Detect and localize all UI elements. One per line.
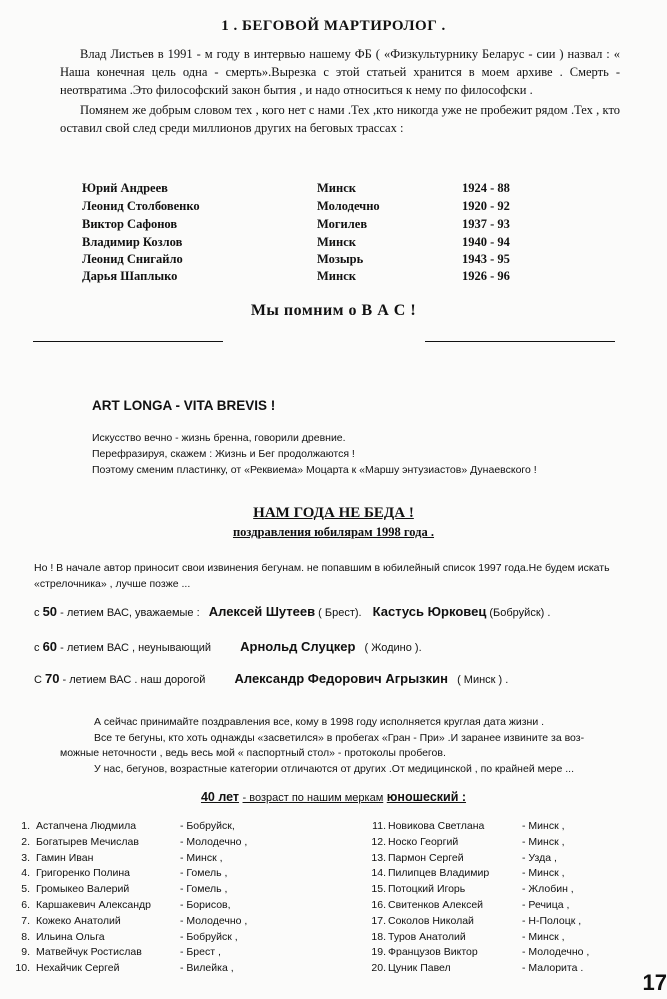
list-item-city: - Жлобин ,	[522, 883, 574, 896]
list-item-name: Соколов Николай	[388, 914, 474, 927]
greetings-text	[60, 715, 620, 777]
list-item-city: - Минск ,	[522, 820, 565, 832]
list-item-name: Громыкео Валерий	[36, 883, 130, 896]
list-item-city: - Борисов,	[180, 899, 231, 911]
intro-paragraph-2: Помянем же добрым словом тех , кого нет с нами .Тех ,кто никогда уже не пробежит рядом .Тех , кто оставил свой след среди миллионов других на беговых трассах :	[60, 103, 620, 135]
list-item-number: 15.	[371, 883, 386, 896]
memorial-name: Виктор Сафонов	[82, 217, 178, 231]
divider-right	[425, 341, 615, 342]
jubilee-name: Александр Федорович Агрызкин	[234, 671, 448, 686]
congrats-50: с 50 - летием ВАС, уважаемые : Алексей Шутеев ( Брест). Кастусь Юрковец (Бобруйск) .	[34, 604, 551, 619]
list-item-number: 3.	[21, 851, 30, 864]
list-item-city: - Минск ,	[522, 867, 565, 880]
list-item-name: Гамин Иван	[36, 851, 94, 864]
greetings-paragraph-1: А сейчас принимайте поздравления все, кому в 1998 году исполняется круглая дата жизни .	[94, 716, 545, 728]
forty-title: 40 лет	[200, 790, 240, 804]
jubilee-title: НАМ ГОДА НЕ БЕДА !	[253, 505, 414, 521]
forty-heading	[0, 790, 667, 804]
congrats-50-text: - летием ВАС, уважаемые :	[60, 607, 200, 619]
list-item-name: Пилипцев Владимир	[388, 867, 490, 880]
list-item-number: 12.	[371, 835, 386, 848]
list-item-city: - Речица ,	[522, 899, 570, 911]
art-longa-heading: ART LONGA - VITA BREVIS !	[92, 398, 276, 413]
memorial-name: Владимир Козлов	[82, 235, 183, 249]
congrats-60-text: - летием ВАС , неунывающий	[60, 642, 212, 654]
forty-subtitle: - возраст по нашим меркам	[242, 792, 384, 804]
list-item-name: Каршакевич Александр	[36, 899, 151, 911]
forty-emphasis: юношеский :	[386, 790, 467, 804]
apology-text: Но ! В начале автор приносит свои извинения бегунам. не попавшим в юбилейный список 1997 года.Не будем искать «стрелочника» , лучше позже ...	[34, 562, 610, 590]
art-quote	[92, 430, 612, 478]
quote-line-1: Искусство вечно - жизнь бренна, говорили древние.	[92, 432, 346, 444]
list-item-number: 2.	[21, 835, 30, 848]
age-50: 50	[42, 604, 58, 619]
list-item-number: 1.	[21, 820, 30, 832]
memorial-years: 1920 - 92	[462, 199, 510, 213]
list-item-city: - Брест ,	[180, 946, 221, 959]
memorial-years: 1937 - 93	[462, 217, 510, 231]
jubilee-name: Алексей Шутеев	[208, 604, 316, 619]
jubilee-city: ( Минск ) .	[457, 674, 509, 686]
list-item-number: 13.	[371, 851, 386, 864]
list-item-city: - Минск ,	[180, 851, 223, 864]
list-item-city: - Молодечно ,	[180, 835, 248, 848]
list-item-name: Цуник Павел	[388, 962, 451, 975]
page-number: 17	[642, 970, 667, 995]
congrats-70-text: - летием ВАС . наш дорогой	[62, 674, 206, 686]
list-item-name: Туров Анатолий	[388, 930, 466, 943]
list-item-name: Потоцкий Игорь	[388, 883, 466, 896]
memorial-city: Мозырь	[317, 252, 364, 266]
intro-paragraph-1: Влад Листьев в 1991 - м году в интервью нашему ФБ ( «Физкультурнику Беларус - сии ) назвал : « Наша конечная цель одна - смерть».Вырезка с этой статьей хранится в моем архиве . Смерть - неотвратима .Это философский закон бытия , и надо относиться к нему по философски .	[60, 47, 620, 97]
list-item-number: 18.	[371, 930, 386, 943]
list-item-number: 9.	[21, 946, 30, 959]
memorial-years: 1926 - 96	[462, 269, 510, 283]
list-item-number: 17.	[371, 914, 386, 927]
list-item-number: 4.	[21, 867, 30, 880]
list-item-number: 7.	[21, 914, 30, 927]
remember-heading: Мы помним о В А С !	[250, 302, 417, 319]
list-item-name: Нехайчик Сергей	[36, 962, 120, 975]
memorial-name: Дарья Шаплыко	[82, 269, 178, 283]
list-item-name: Богатырев Мечислав	[36, 835, 139, 848]
age-60: 60	[42, 639, 58, 654]
memorial-city: Молодечно	[317, 199, 380, 213]
list-item-city: - Минск ,	[522, 835, 565, 848]
memorial-name: Леонид Снигайло	[82, 252, 183, 266]
list-item-number: 6.	[21, 899, 30, 911]
list-item-number: 14.	[371, 867, 386, 880]
list-item-number: 8.	[21, 930, 30, 943]
list-item-name: Григоренко Полина	[36, 867, 130, 880]
jubilee-city: (Бобруйск) .	[489, 607, 551, 619]
list-item-city: - Молодечно ,	[180, 914, 248, 927]
list-item-name: Новикова Светлана	[388, 820, 485, 832]
jubilee-city: ( Жодино ).	[364, 642, 422, 654]
jubilee-city: ( Брест).	[318, 607, 362, 619]
divider-left	[33, 341, 223, 342]
list-item-city: - Узда ,	[522, 851, 557, 864]
section-title: 1 . БЕГОВОЙ МАРТИРОЛОГ .	[221, 18, 446, 34]
list-item-name: Кожеко Анатолий	[36, 914, 121, 927]
congrats-60: с 60 - летием ВАС , неунывающий Арнольд Слуцкер ( Жодино ).	[34, 639, 422, 654]
list-item-number: 19.	[371, 946, 386, 959]
list-item-city: - Гомель ,	[180, 867, 228, 880]
list-item-name: Астапчена Людмила	[36, 820, 137, 832]
jubilee-subtitle: поздравления юбилярам 1998 года .	[232, 525, 435, 539]
memorial-name: Юрий Андреев	[82, 181, 168, 195]
list-item-number: 5.	[21, 883, 30, 896]
list-item-name: Свитенков Алексей	[388, 899, 484, 911]
list-item-city: - Молодечно ,	[522, 946, 590, 959]
list-item-city: - Бобруйск ,	[180, 930, 238, 943]
memorial-city: Минск	[317, 235, 356, 249]
list-item-city: - Малорита .	[522, 962, 584, 975]
memorial-city: Могилев	[317, 217, 368, 231]
list-item-number: 10.	[15, 962, 30, 975]
jubilee-name: Арнольд Слуцкер	[240, 639, 356, 654]
list-item-city: - Гомель ,	[180, 883, 228, 896]
memorial-years: 1940 - 94	[462, 235, 510, 249]
greetings-paragraph-2: Все те бегуны, кто хоть однажды «засветился» в пробегах «Гран - При» .И заранее извините за воз- можные неточности , ведь весь мой « паспортный стол» - протоколы пробегов.	[60, 731, 585, 759]
age-70: 70	[45, 671, 60, 686]
list-item-name: Пармон Сергей	[388, 851, 464, 864]
list-item-city: - Вилейка ,	[180, 962, 234, 975]
quote-line-3: Поэтому сменим пластинку, от «Реквиема» Моцарта к «Маршу энтузиастов» Дунаевского !	[92, 464, 537, 476]
list-item-number: 20.	[371, 962, 386, 975]
memorial-city: Минск	[317, 269, 356, 283]
memorial-years: 1924 - 88	[462, 181, 510, 195]
list-item-city: - Бобруйск,	[180, 820, 235, 832]
list-item-number: 11.	[372, 820, 386, 832]
quote-line-2: Перефразируя, скажем : Жизнь и Бег продолжаются !	[92, 448, 355, 460]
memorial-city: Минск	[317, 181, 356, 195]
list-item-city: - Минск ,	[522, 930, 565, 943]
list-item-name: Французов Виктор	[388, 946, 478, 959]
intro-text	[60, 45, 620, 137]
list-item-name: Носко Георгий	[388, 835, 459, 848]
jubilee-name: Кастусь Юрковец	[372, 604, 487, 619]
list-item-name: Ильина Ольга	[36, 930, 105, 943]
memorial-name: Леонид Столбовенко	[82, 199, 200, 213]
list-item-city: - Н-Полоцк ,	[522, 914, 582, 927]
congrats-70: С 70 - летием ВАС . наш дорогой Александр Федорович Агрызкин ( Минск ) .	[34, 671, 509, 686]
list-item-number: 16.	[371, 899, 386, 911]
memorial-years: 1943 - 95	[462, 252, 510, 266]
list-item-name: Матвейчук Ростислав	[36, 946, 142, 959]
greetings-paragraph-3: У нас, бегунов, возрастные категории отличаются от других .От медицинской , по крайней мере ...	[94, 762, 575, 775]
